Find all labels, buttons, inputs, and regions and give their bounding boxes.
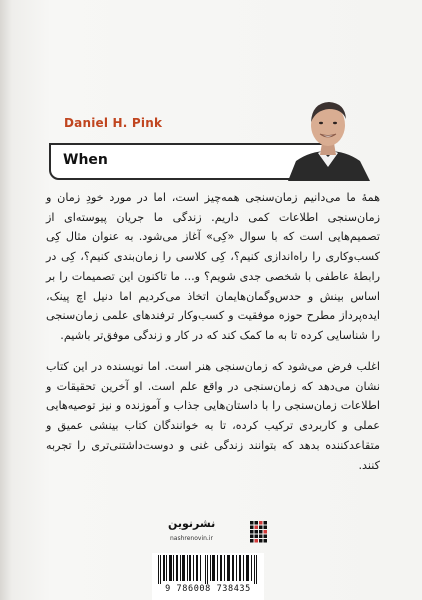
author-name: Daniel H. Pink [64, 116, 163, 130]
barcode-bars [152, 553, 264, 584]
isbn-number: 9 786008 738435 [165, 584, 251, 594]
barcode [152, 553, 264, 600]
original-title: When [63, 152, 108, 168]
publisher-url: nashrenovin.ir [170, 535, 213, 542]
publisher-name: نشرنوین [168, 517, 216, 530]
spine-shadow [0, 0, 12, 600]
description-paragraph-1: همهٔ ما می‌دانیم زمان‌سنجی همه‌چیز است، اما در مورد خودِ زمان و زمان‌سنجی اطلاعات کمی داریم. زندگی ما جریان پیوسته‌ای از تصمیم‌هایی است که با سوال «کِی» آغاز می‌شود. به عنوان مثال کِی کسب‌وکاری را راه‌اندازی کنیم؟، کِی کلاسی را زمان‌بندی کنیم؟، کِی در رابطهٔ عاطفی با شخصی جدی شویم؟ و... ما تاکنون این تصمیمات را بر اساس بینش و حدس‌وگمان‌هایمان اتخاذ می‌کردیم اما دنیل اچ پینک، ایده‌پرداز مطرح حوزه موفقیت و کسب‌وکار ترفندهای علمی زمان‌سنجی را شناسایی کرده تا به ما کمک کند که در کار و زندگی موفق‌تر باشیم. [46, 191, 380, 342]
description-paragraph-2: اغلب فرض می‌شود که زمان‌سنجی هنر است. اما نویسنده در این کتاب نشان می‌دهد که زمان‌سنجی در واقع علم است. او آخرین تحقیقات و اطلاعات زمان‌سنجی را با داستان‌هایی جذاب و آموزنده و نیز توصیه‌هایی عملی و کاربردی ترکیب کرده، تا به خوانندگان کتاب بینشی عمیق و متقاعدکننده بدهد که بتوانند زندگی غنی و دوست‌داشتنی‌تری را تجربه کنند. [46, 360, 380, 472]
author-photo [284, 95, 372, 181]
